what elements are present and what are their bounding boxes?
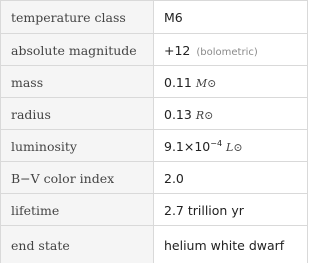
row-value-cell (154, 162, 307, 194)
row-value-cell (154, 226, 307, 263)
table-row (1, 1, 307, 33)
row-label-cell (1, 226, 154, 263)
row-value-cell (154, 130, 307, 162)
mass-label: mass (11, 75, 44, 90)
lifetime-label: lifetime (11, 203, 60, 218)
solar-radius-unit: R⊙ (195, 109, 214, 122)
row-label-cell (1, 130, 154, 162)
radius-label: radius (11, 107, 51, 122)
temperature-class-label: temperature class (11, 10, 126, 25)
table-row (1, 161, 307, 194)
row-value-cell (154, 66, 307, 98)
radius-value: 0.13 (164, 107, 192, 122)
luminosity-mantissa: 9.1×10 (164, 139, 211, 154)
row-label-cell (1, 194, 154, 226)
color-index-label: B−V color index (11, 171, 115, 186)
end-state-value: helium white dwarf (164, 238, 285, 253)
row-value-cell (154, 34, 307, 66)
solar-mass-unit: M⊙ (195, 77, 217, 90)
row-value-cell (154, 194, 307, 226)
end-state-label: end state (11, 238, 70, 253)
absolute-magnitude-value: +12 (164, 43, 191, 58)
solar-luminosity-unit: L⊙ (226, 141, 243, 154)
row-label-cell (1, 1, 154, 33)
row-label-cell (1, 66, 154, 98)
row-label-cell (1, 98, 154, 130)
luminosity-exponent: −4 (210, 138, 223, 148)
luminosity-value-wrap (164, 139, 243, 154)
row-label-cell (1, 34, 154, 66)
table-row (1, 65, 307, 98)
radius-value-wrap (164, 107, 213, 122)
table-row (1, 33, 307, 66)
temperature-class-value: M6 (164, 10, 183, 25)
luminosity-label: luminosity (11, 139, 77, 154)
absolute-magnitude-label: absolute magnitude (11, 43, 137, 58)
mass-value: 0.11 (164, 75, 192, 90)
row-label-cell (1, 162, 154, 194)
bolometric-note: (bolometric) (196, 47, 258, 58)
absolute-magnitude-value-wrap (164, 43, 258, 58)
table-row (1, 193, 307, 226)
row-value-cell (154, 98, 307, 130)
table-row (1, 129, 307, 162)
lifetime-value: 2.7 trillion yr (164, 203, 244, 218)
table-row (1, 97, 307, 130)
row-value-cell (154, 1, 307, 33)
color-index-value: 2.0 (164, 171, 184, 186)
table-row (1, 225, 307, 263)
mass-value-wrap (164, 75, 216, 90)
